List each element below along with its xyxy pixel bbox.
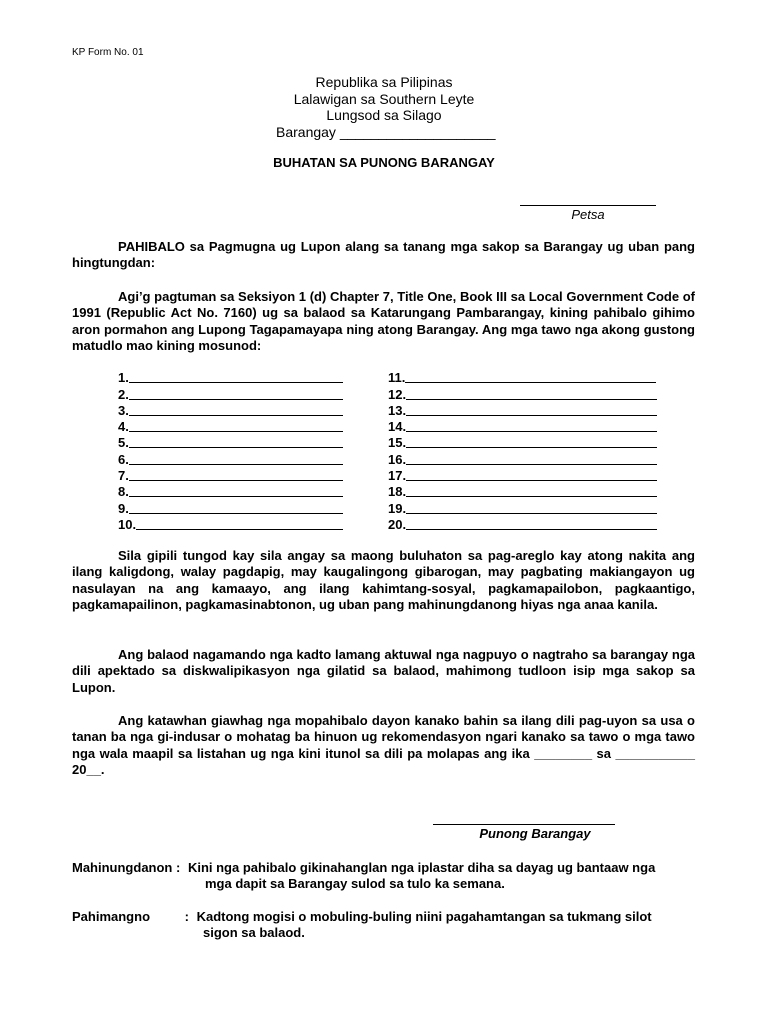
list-number: 16. — [388, 451, 407, 467]
list-item — [118, 418, 343, 434]
note-warning-text-line1: Kadtong mogisi o mobuling-buling niini pagahamtangan sa tukmang silot — [196, 909, 652, 924]
note-warning-text-line2: sigon sa balaod. — [203, 925, 305, 941]
blank-line — [129, 370, 343, 383]
document-header — [0, 74, 768, 124]
qualification-paragraph: Sila gipili tungod kay sila angay sa maong buluhaton sa pag-areglo kay atong nakita ang ilang kaligdong, walay pagdapig, may kaugalingong gibarogan, may pagbating makiangayon ug nasulayan na ang kamaayo, ang ilang kahimtang-sosyal, pagkamapailobon, pagkaantigo, pagkamapailinon, pagkamasinabtonon, ug uban pang mahinungdanong hiyas nga anaa kanila. — [72, 548, 695, 613]
blank-line — [406, 468, 657, 481]
blank-line — [129, 452, 343, 465]
list-item — [118, 499, 343, 515]
list-number: 19. — [388, 500, 407, 516]
list-number: 5. — [118, 435, 129, 451]
list-number: 11. — [388, 370, 406, 386]
list-number: 9. — [118, 500, 129, 516]
blank-line — [406, 452, 657, 465]
header-province: Lalawigan sa Southern Leyte — [293, 90, 475, 107]
list-number: 15. — [388, 435, 407, 451]
nominee-list-left — [118, 369, 343, 532]
list-number: 1. — [118, 370, 129, 386]
nominee-list-right — [388, 369, 657, 532]
list-item — [118, 467, 343, 483]
list-number: 18. — [388, 484, 407, 500]
blank-line — [406, 484, 657, 497]
list-number: 2. — [118, 386, 129, 402]
list-item — [388, 450, 657, 466]
date-signature-line — [520, 205, 656, 206]
list-item — [388, 402, 657, 418]
list-number: 17. — [388, 468, 407, 484]
list-number: 13. — [388, 402, 407, 418]
blank-line — [406, 387, 657, 400]
residency-paragraph: Ang balaod nagamando nga kadto lamang aktuwal nga nagpuyo o nagtraho sa barangay nga dili apektado sa diskwalipikasyon nga gilatid sa balaod, mahimong tudloon isip mga sakop sa Lupon. — [72, 647, 695, 695]
blank-line — [129, 501, 343, 514]
blank-line — [129, 484, 343, 497]
list-item — [118, 369, 343, 385]
blank-line — [129, 468, 343, 481]
list-item — [118, 402, 343, 418]
document-title: BUHATAN SA PUNONG BARANGAY — [273, 155, 495, 170]
signature-line — [433, 824, 615, 825]
note-important-text-line1: Kini nga pahibalo gikinahanglan nga iplastar diha sa dayag ug bantaaw nga — [187, 860, 656, 875]
blank-line — [406, 501, 657, 514]
blank-line — [129, 387, 343, 400]
header-barangay-field: Barangay ____________________ — [276, 124, 496, 140]
list-number: 8. — [118, 484, 129, 500]
list-item — [388, 467, 657, 483]
note-important-text-line2: mga dapit sa Barangay sulod sa tulo ka semana. — [205, 876, 505, 892]
form-number: KP Form No. 01 — [72, 47, 144, 58]
date-label: Petsa — [571, 207, 605, 222]
list-item — [118, 450, 343, 466]
header-municipality: Lungsod sa Silago — [326, 107, 442, 123]
notice-paragraph: PAHIBALO sa Pagmugna ug Lupon alang sa tanang mga sakop sa Barangay ug uban pang hingtungdan: — [72, 239, 695, 271]
list-item — [118, 434, 343, 450]
list-number: 3. — [118, 402, 129, 418]
signature-label: Punong Barangay — [479, 826, 591, 841]
list-item — [118, 483, 343, 499]
important-note — [72, 860, 698, 893]
note-warning-colon: : — [184, 909, 189, 924]
list-item — [388, 369, 657, 385]
header-republic: Republika sa Pilipinas — [315, 74, 453, 90]
blank-line — [406, 435, 657, 448]
list-item — [388, 418, 657, 434]
warning-note — [72, 909, 698, 942]
list-number: 12. — [388, 386, 407, 402]
blank-line — [406, 403, 657, 416]
list-item — [388, 483, 657, 499]
objection-paragraph: Ang katawhan giawhag nga mopahibalo dayon kanako bahin sa ilang dili pag-uyon sa usa o tanan ba nga gi-indusar o mohatag ba hinuon ug rekomendasyon ngari kanako sa tawo o mga tawo nga wala maapil sa listahan ug nga kini itunol sa dili pa molapas ang ika ________ sa ___________ 20__. — [72, 713, 695, 778]
list-number: 10. — [118, 516, 137, 532]
blank-line — [406, 419, 657, 432]
note-important-label: Mahinungdanon : — [72, 860, 181, 875]
list-number: 6. — [118, 451, 129, 467]
list-item — [118, 385, 343, 401]
list-number: 20. — [388, 516, 407, 532]
blank-line — [129, 435, 343, 448]
list-item — [388, 499, 657, 515]
blank-line — [129, 419, 343, 432]
list-item — [118, 516, 343, 532]
note-warning-label: Pahimangno — [72, 909, 151, 924]
list-item — [388, 434, 657, 450]
list-item — [388, 385, 657, 401]
list-number: 14. — [388, 419, 407, 435]
list-number: 7. — [118, 468, 129, 484]
blank-line — [405, 370, 656, 383]
intro-paragraph: Agi’g pagtuman sa Seksiyon 1 (d) Chapter 7, Title One, Book III sa Local Government Code of 1991 (Republic Act No. 7160) ug sa balaod sa Katarungang Pambarangay, kining pahibalo gihimo aron pormahon ang Lupong Tagapamayapa ning atong Barangay. Ang mga tawo nga akong gustong matudlo mao kining mosunod: — [72, 289, 695, 354]
list-item — [388, 516, 657, 532]
blank-line — [129, 403, 343, 416]
blank-line — [406, 517, 657, 530]
blank-line — [136, 517, 343, 530]
list-number: 4. — [118, 419, 129, 435]
